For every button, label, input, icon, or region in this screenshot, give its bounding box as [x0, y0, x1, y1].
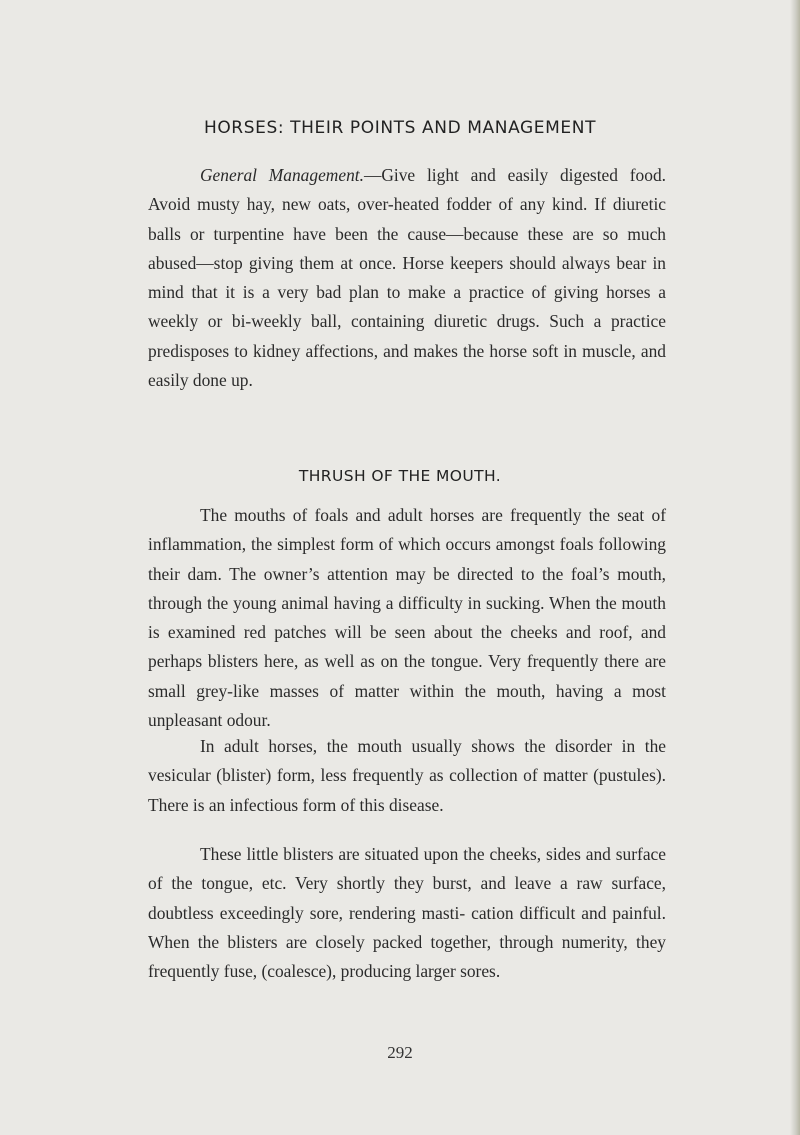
paragraph-general-management: [148, 161, 666, 395]
page-edge-shadow: [790, 0, 800, 1135]
page-number: 292: [387, 1043, 413, 1062]
paragraph-blisters: These little blisters are situated upon the cheeks, sides and surface of the tongue, etc. Very shortly they burst, and leave a raw surface, doubtless exceedingly sore, rendering masti- cation difficult and painful. When the blisters are closely packed together, through numerity, they frequently fuse, (coalesce), producing larger sores.: [148, 844, 666, 982]
paragraph-adult-horses: In adult horses, the mouth usually shows the disorder in the vesicular (blister) form, less frequently as collection of matter (pustules). There is an infectious form of this disease.: [148, 736, 666, 815]
paragraph-lead-italic: General Management.: [200, 165, 364, 185]
paragraph-thrush-intro: The mouths of foals and adult horses are frequently the seat of inflammation, the simplest form of which occurs amongst foals following their dam. The owner’s attention may be directed to the foal’s mouth, through the young animal having a difficulty in sucking. When the mouth is examined red patches will be seen about the cheeks and roof, and perhaps blisters here, as well as on the tongue. Very frequently there are small grey-like masses of matter within the mouth, having a most unpleasant odour.: [148, 505, 666, 731]
section-heading: THRUSH OF THE MOUTH.: [298, 467, 502, 485]
paragraph-general-body: —Give light and easily digested food. Avoid musty hay, new oats, over-heated fodder of any kind. If diuretic balls or turpentine have been the cause—because these are so much abused—stop giving them at once. Horse keepers should always bear in mind that it is a very bad plan to make a practice of giving horses a weekly or bi-weekly ball, containing diuretic drugs. Such a practice predisposes to kidney affections, and makes the horse soft in muscle, and easily done up.: [148, 165, 666, 391]
running-head: HORSES: THEIR POINTS AND MANAGEMENT: [203, 118, 597, 138]
